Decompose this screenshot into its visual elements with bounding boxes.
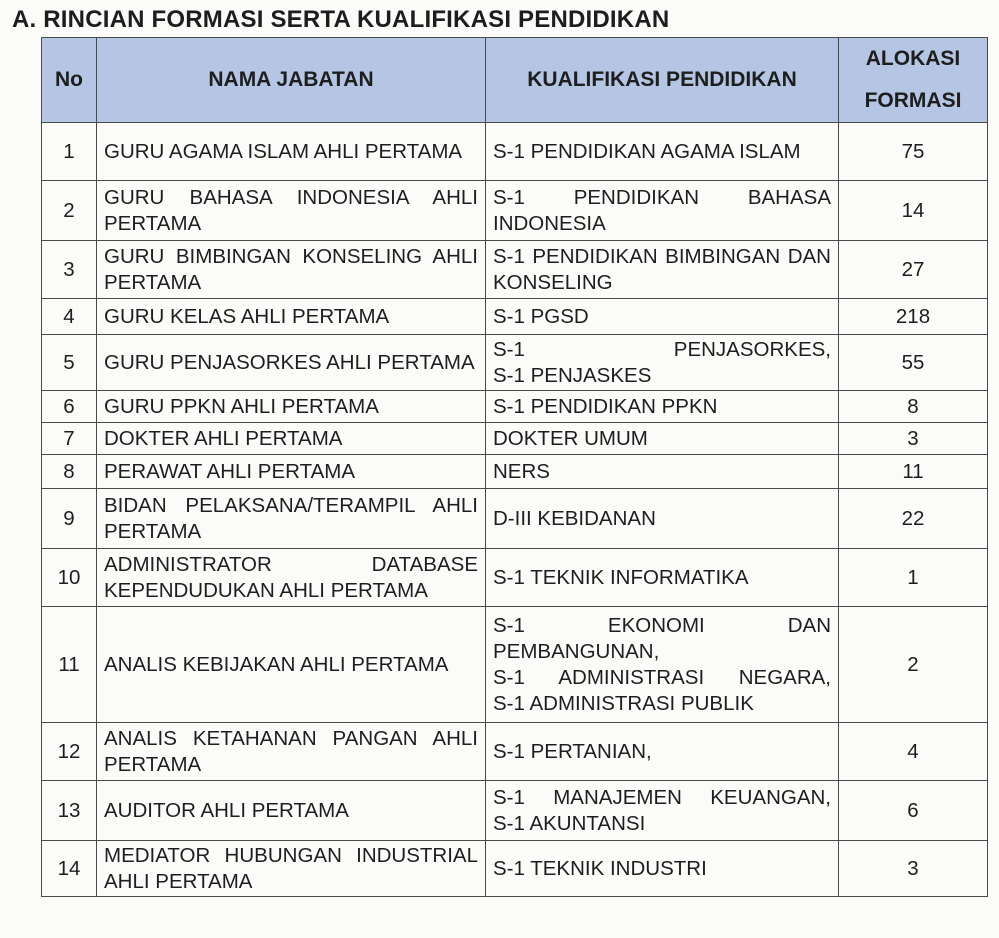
table-row: [42, 489, 988, 549]
cell-kualifikasi: [486, 241, 839, 299]
cell-nama-jabatan: GURU AGAMA ISLAM AHLI PERTAMA: [97, 123, 486, 181]
cell-alokasi-formasi: 27: [839, 241, 988, 299]
kualifikasi-line: S-1 ADMINISTRASI NEGARA,: [493, 665, 831, 689]
header-alokasi-line1: ALOKASI: [865, 47, 961, 70]
cell-alokasi-formasi: 2: [839, 607, 988, 723]
cell-nama-jabatan: MEDIATOR HUBUNGAN INDUSTRIAL AHLI PERTAMA: [97, 841, 486, 897]
cell-kualifikasi: [486, 423, 839, 455]
kualifikasi-line: S-1 TEKNIK INDUSTRI: [493, 856, 707, 880]
kualifikasi-line: NERS: [493, 459, 550, 483]
table-row: [42, 455, 988, 489]
kualifikasi-line: S-1 MANAJEMEN KEUANGAN,: [493, 785, 831, 809]
kualifikasi-line: S-1 AKUNTANSI: [493, 811, 646, 835]
cell-no: 1: [42, 123, 97, 181]
cell-kualifikasi: [486, 391, 839, 423]
kualifikasi-line: S-1 PGSD: [493, 304, 589, 328]
kualifikasi-line: S-1 ADMINISTRASI PUBLIK: [493, 691, 754, 715]
cell-kualifikasi: [486, 781, 839, 841]
cell-alokasi-formasi: 1: [839, 549, 988, 607]
cell-alokasi-formasi: 14: [839, 181, 988, 241]
cell-kualifikasi: [486, 607, 839, 723]
formation-table: [41, 37, 988, 897]
cell-no: 12: [42, 723, 97, 781]
cell-alokasi-formasi: 4: [839, 723, 988, 781]
table-body: [42, 123, 988, 897]
table-row: [42, 241, 988, 299]
cell-nama-jabatan: BIDAN PELAKSANA/TERAMPIL AHLI PERTAMA: [97, 489, 486, 549]
cell-nama-jabatan: GURU PPKN AHLI PERTAMA: [97, 391, 486, 423]
cell-alokasi-formasi: 3: [839, 841, 988, 897]
cell-kualifikasi: [486, 841, 839, 897]
cell-alokasi-formasi: 218: [839, 299, 988, 335]
cell-no: 3: [42, 241, 97, 299]
header-kualifikasi-pendidikan: KUALIFIKASI PENDIDIKAN: [486, 38, 839, 123]
cell-kualifikasi: [486, 723, 839, 781]
cell-kualifikasi: [486, 455, 839, 489]
header-alokasi-formasi: [839, 38, 988, 123]
kualifikasi-line: D-III KEBIDANAN: [493, 506, 656, 530]
cell-nama-jabatan: ANALIS KETAHANAN PANGAN AHLI PERTAMA: [97, 723, 486, 781]
table-header: [42, 38, 988, 123]
cell-no: 9: [42, 489, 97, 549]
table-row: [42, 391, 988, 423]
kualifikasi-line: S-1 PERTANIAN,: [493, 739, 652, 763]
kualifikasi-line: S-1 PENDIDIKAN BAHASA INDONESIA: [493, 185, 831, 235]
cell-no: 4: [42, 299, 97, 335]
cell-nama-jabatan: ADMINISTRATOR DATABASE KEPENDUDUKAN AHLI PERTAMA: [97, 549, 486, 607]
cell-alokasi-formasi: 75: [839, 123, 988, 181]
kualifikasi-line: DOKTER UMUM: [493, 426, 648, 450]
table-row: [42, 181, 988, 241]
cell-kualifikasi: [486, 335, 839, 391]
cell-alokasi-formasi: 55: [839, 335, 988, 391]
cell-nama-jabatan: ANALIS KEBIJAKAN AHLI PERTAMA: [97, 607, 486, 723]
kualifikasi-line: S-1 PENDIDIKAN AGAMA ISLAM: [493, 139, 801, 163]
cell-kualifikasi: [486, 181, 839, 241]
table-row: [42, 723, 988, 781]
kualifikasi-line: S-1 EKONOMI DAN PEMBANGUNAN,: [493, 613, 831, 663]
cell-no: 6: [42, 391, 97, 423]
cell-kualifikasi: [486, 299, 839, 335]
table-row: [42, 123, 988, 181]
cell-no: 7: [42, 423, 97, 455]
cell-no: 2: [42, 181, 97, 241]
cell-kualifikasi: [486, 123, 839, 181]
cell-nama-jabatan: GURU BIMBINGAN KONSELING AHLI PERTAMA: [97, 241, 486, 299]
table-row: [42, 299, 988, 335]
kualifikasi-line: S-1 PENJASORKES,: [493, 337, 831, 361]
table-row: [42, 607, 988, 723]
cell-no: 14: [42, 841, 97, 897]
header-nama-jabatan: NAMA JABATAN: [97, 38, 486, 123]
table-row: [42, 781, 988, 841]
kualifikasi-line: S-1 TEKNIK INFORMATIKA: [493, 565, 749, 589]
header-row: [42, 38, 988, 123]
cell-alokasi-formasi: 8: [839, 391, 988, 423]
table-row: [42, 549, 988, 607]
cell-no: 11: [42, 607, 97, 723]
table-row: [42, 335, 988, 391]
cell-nama-jabatan: PERAWAT AHLI PERTAMA: [97, 455, 486, 489]
cell-no: 10: [42, 549, 97, 607]
cell-kualifikasi: [486, 489, 839, 549]
table-row: [42, 423, 988, 455]
cell-nama-jabatan: DOKTER AHLI PERTAMA: [97, 423, 486, 455]
kualifikasi-line: S-1 PENJASKES: [493, 363, 652, 387]
cell-alokasi-formasi: 11: [839, 455, 988, 489]
cell-kualifikasi: [486, 549, 839, 607]
section-title: A. RINCIAN FORMASI SERTA KUALIFIKASI PENDIDIKAN: [12, 6, 670, 33]
cell-no: 8: [42, 455, 97, 489]
cell-no: 5: [42, 335, 97, 391]
cell-nama-jabatan: GURU PENJASORKES AHLI PERTAMA: [97, 335, 486, 391]
kualifikasi-line: S-1 PENDIDIKAN PPKN: [493, 394, 718, 418]
cell-nama-jabatan: GURU BAHASA INDONESIA AHLI PERTAMA: [97, 181, 486, 241]
cell-alokasi-formasi: 6: [839, 781, 988, 841]
cell-no: 13: [42, 781, 97, 841]
cell-alokasi-formasi: 22: [839, 489, 988, 549]
cell-nama-jabatan: AUDITOR AHLI PERTAMA: [97, 781, 486, 841]
cell-alokasi-formasi: 3: [839, 423, 988, 455]
table-row: [42, 841, 988, 897]
cell-nama-jabatan: GURU KELAS AHLI PERTAMA: [97, 299, 486, 335]
header-alokasi-line2: FORMASI: [864, 89, 962, 112]
kualifikasi-line: S-1 PENDIDIKAN BIMBINGAN DAN KONSELING: [493, 244, 831, 294]
header-no: No: [42, 38, 97, 123]
